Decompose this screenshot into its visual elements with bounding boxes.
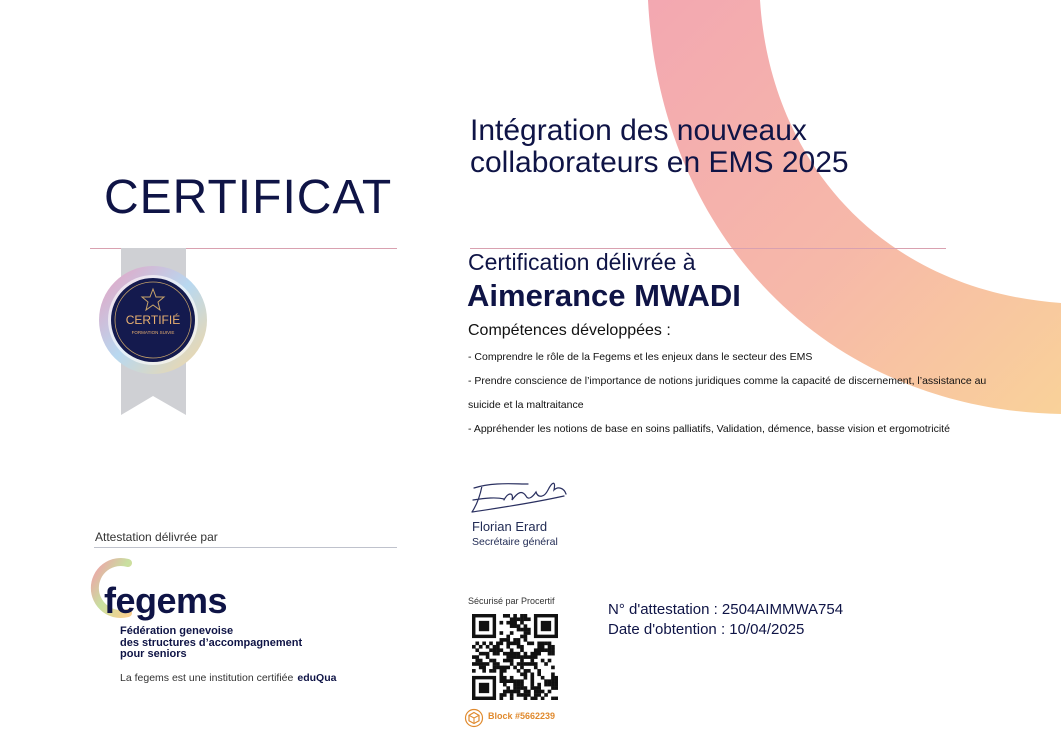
issuer-subtitle <box>120 626 320 661</box>
issuer-certified-text: La fegems est une institution certifiée <box>120 672 294 684</box>
course-title-line1: Intégration des nouveaux <box>470 114 807 147</box>
skills-list <box>468 345 1008 441</box>
handwritten-signature <box>468 478 573 518</box>
issuer-subtitle-line2: des structures d’accompagnement <box>120 636 303 649</box>
skill-item: - Appréhender les notions de base en soins palliatifs, Validation, démence, basse vision et ergomotricité <box>468 423 950 435</box>
issuer-subtitle-line3: pour seniors <box>120 648 187 660</box>
course-title <box>470 115 930 179</box>
blockchain-block-number[interactable]: Block #5662239 <box>488 711 556 721</box>
secured-by-label: Sécurisé par Procertif <box>468 596 555 606</box>
issuer-divider <box>94 547 397 548</box>
certified-badge <box>95 248 215 418</box>
attestation-date: Date d'obtention : 10/04/2025 <box>608 621 805 638</box>
recipient-name: Aimerance MWADI <box>467 278 741 313</box>
skill-item: - Comprendre le rôle de la Fegems et les enjeux dans le secteur des EMS <box>468 351 813 363</box>
skill-item: - Prendre conscience de l’importance de notions juridiques comme la capacité de discernement, l’assistance au suicide et la maltraitance <box>468 375 987 411</box>
delivered-to-label: Certification délivrée à <box>468 249 696 275</box>
issuer-subtitle-line1: Fédération genevoise <box>120 625 234 637</box>
course-title-line2: collaborateurs en EMS 2025 <box>470 146 849 179</box>
blockchain-cube-icon <box>464 708 484 728</box>
signatory-name: Florian Erard <box>472 519 548 534</box>
issuer-certification <box>120 672 336 684</box>
attestation-issuer-label: Attestation délivrée par <box>95 530 218 544</box>
signatory-role: Secrétaire général <box>472 536 558 548</box>
badge-sublabel: FORMATION SUIVIE <box>131 330 175 335</box>
skills-heading: Compétences développées : <box>468 322 671 339</box>
attestation-number: N° d'attestation : 2504AIMMWA754 <box>608 601 844 618</box>
certificate-heading: CERTIFICAT <box>104 171 393 224</box>
badge-label: CERTIFIÉ <box>125 313 181 327</box>
issuer-logo-wordmark: fegems <box>104 580 228 621</box>
qr-code[interactable] <box>472 614 558 700</box>
eduqua-logo: eduQua <box>297 672 337 684</box>
